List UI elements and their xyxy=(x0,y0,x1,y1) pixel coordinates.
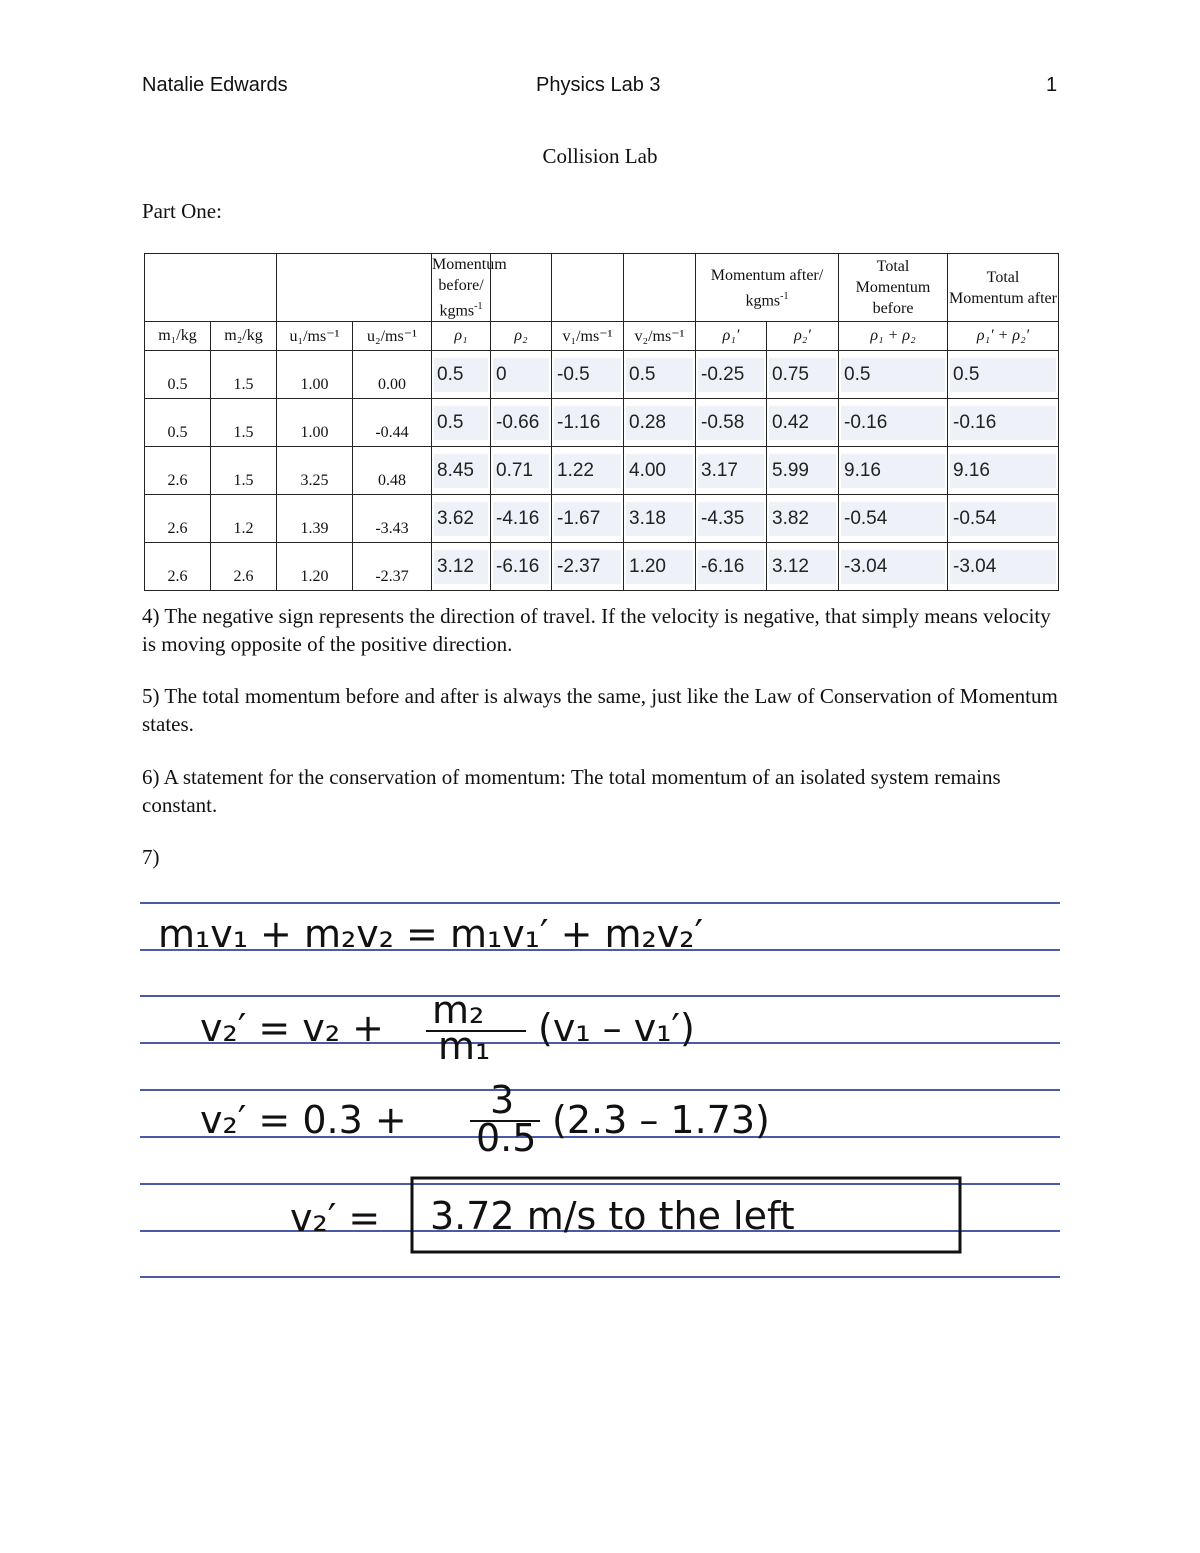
cell-p1-after xyxy=(696,351,767,399)
cell-p2 xyxy=(491,399,552,447)
cell-m1: 2.6 xyxy=(145,543,211,591)
equation-line-3-rhs: (2.3 – 1.73) xyxy=(552,1098,770,1142)
cell-total-before xyxy=(839,399,948,447)
document-title: Collision Lab xyxy=(542,144,658,168)
equation-line-3-numerator: 3 xyxy=(490,1078,515,1122)
cell-p2 xyxy=(491,447,552,495)
table-column-header-row xyxy=(145,322,1059,351)
cell-p1-after xyxy=(696,447,767,495)
col-m2: m₂/kg xyxy=(211,322,277,351)
col-v1: v₁/ms⁻¹ xyxy=(552,322,624,351)
col-u2: u₂/ms⁻¹ xyxy=(353,322,432,351)
table-row xyxy=(145,351,1059,399)
cell-u2: 0.48 xyxy=(353,447,432,495)
cell-v1 xyxy=(552,495,624,543)
cell-value: -6.16 xyxy=(698,550,764,584)
cell-u1: 1.00 xyxy=(277,399,353,447)
cell-u1: 1.20 xyxy=(277,543,353,591)
part-label: Part One: xyxy=(142,199,222,223)
cell-value: 0.5 xyxy=(434,358,488,392)
cell-total-after xyxy=(948,495,1059,543)
cell-value: -1.16 xyxy=(554,406,621,440)
cell-m2: 1.5 xyxy=(211,399,277,447)
cell-p1-after xyxy=(696,399,767,447)
equation-line-2-numerator: m₂ xyxy=(432,988,485,1032)
table-row xyxy=(145,447,1059,495)
equation-line-4-result: 3.72 m/s to the left xyxy=(430,1194,795,1238)
cell-value: 4.00 xyxy=(626,454,693,488)
equation-line-2-denominator: m₁ xyxy=(438,1024,491,1068)
cell-value: 0.5 xyxy=(626,358,693,392)
cell-total-before xyxy=(839,543,948,591)
cell-p1-after xyxy=(696,543,767,591)
cell-value: -3.04 xyxy=(950,550,1056,584)
cell-p2-after xyxy=(767,351,839,399)
col-p2-after: ρ₂′ xyxy=(767,322,839,351)
cell-value: 9.16 xyxy=(950,454,1056,488)
cell-p2 xyxy=(491,351,552,399)
cell-p2-after xyxy=(767,543,839,591)
cell-total-before xyxy=(839,351,948,399)
header-momentum-after: Momentum after/ kgms$^{-1}$ xyxy=(696,254,839,322)
table-group-header-row xyxy=(145,254,1059,322)
cell-v1 xyxy=(552,351,624,399)
cell-u2: 0.00 xyxy=(353,351,432,399)
cell-value: 3.62 xyxy=(434,502,488,536)
cell-value: -3.04 xyxy=(841,550,945,584)
col-p1-after: ρ₁′ xyxy=(696,322,767,351)
cell-value: 0.42 xyxy=(769,406,836,440)
cell-u1: 1.39 xyxy=(277,495,353,543)
cell-value: -2.37 xyxy=(554,550,621,584)
cell-m2: 1.2 xyxy=(211,495,277,543)
answer-7-label: 7) xyxy=(142,845,160,869)
header-blank xyxy=(145,254,277,322)
cell-value: 5.99 xyxy=(769,454,836,488)
handwritten-solution xyxy=(140,895,1060,1285)
equation-line-1: m₁v₁ + m₂v₂ = m₁v₁′ + m₂v₂′ xyxy=(158,912,704,956)
cell-value: -0.66 xyxy=(493,406,549,440)
cell-u2: -0.44 xyxy=(353,399,432,447)
answer-5: 5) The total momentum before and after is always the same, just like the Law of Conservation of Momentum states. xyxy=(142,684,1058,736)
cell-value: 8.45 xyxy=(434,454,488,488)
table-row xyxy=(145,543,1059,591)
cell-p1 xyxy=(432,447,491,495)
cell-p1 xyxy=(432,495,491,543)
cell-value: -0.54 xyxy=(841,502,945,536)
header-total-before: Total Momentum before xyxy=(839,254,948,322)
cell-u1: 1.00 xyxy=(277,351,353,399)
cell-u2: -3.43 xyxy=(353,495,432,543)
cell-v2 xyxy=(624,351,696,399)
answer-4: 4) The negative sign represents the direction of travel. If the velocity is negative, that simply means velocity is moving opposite of the positive direction. xyxy=(142,604,1051,656)
header-total-after: Total Momentum after xyxy=(948,254,1059,322)
cell-total-after xyxy=(948,543,1059,591)
header-blank xyxy=(552,254,624,322)
cell-value: -0.5 xyxy=(554,358,621,392)
cell-value: -0.58 xyxy=(698,406,764,440)
cell-u1: 3.25 xyxy=(277,447,353,495)
cell-v2 xyxy=(624,447,696,495)
cell-value: 3.12 xyxy=(434,550,488,584)
cell-value: 3.17 xyxy=(698,454,764,488)
cell-p2-after xyxy=(767,399,839,447)
cell-value: -0.54 xyxy=(950,502,1056,536)
cell-value: -4.35 xyxy=(698,502,764,536)
cell-m1: 2.6 xyxy=(145,447,211,495)
cell-m1: 0.5 xyxy=(145,399,211,447)
cell-value: 3.12 xyxy=(769,550,836,584)
table-row xyxy=(145,495,1059,543)
col-p2: ρ₂ xyxy=(491,322,552,351)
cell-p2-after xyxy=(767,495,839,543)
cell-m2: 2.6 xyxy=(211,543,277,591)
equation-line-3-lhs: v₂′ = 0.3 + xyxy=(200,1098,407,1142)
equation-line-3-denominator: 0.5 xyxy=(476,1116,537,1160)
cell-value: -1.67 xyxy=(554,502,621,536)
equation-line-2-lhs: v₂′ = v₂ + xyxy=(200,1006,384,1050)
header-course: Physics Lab 3 xyxy=(536,74,661,96)
cell-total-before xyxy=(839,495,948,543)
cell-value: 0.75 xyxy=(769,358,836,392)
cell-value: 3.18 xyxy=(626,502,693,536)
cell-value: 0.5 xyxy=(434,406,488,440)
equation-line-2-rhs: (v₁ – v₁′) xyxy=(538,1006,695,1050)
cell-p2-after xyxy=(767,447,839,495)
cell-value: -0.16 xyxy=(841,406,945,440)
cell-v2 xyxy=(624,495,696,543)
header-author: Natalie Edwards xyxy=(142,74,288,96)
cell-value: 1.22 xyxy=(554,454,621,488)
cell-value: -6.16 xyxy=(493,550,549,584)
col-total-before: ρ₁ + ρ₂ xyxy=(839,322,948,351)
cell-value: 9.16 xyxy=(841,454,945,488)
cell-value: -4.16 xyxy=(493,502,549,536)
cell-total-after xyxy=(948,447,1059,495)
cell-v2 xyxy=(624,399,696,447)
cell-p1 xyxy=(432,351,491,399)
cell-p1 xyxy=(432,543,491,591)
cell-value: 3.82 xyxy=(769,502,836,536)
cell-p1 xyxy=(432,399,491,447)
col-v2: v₂/ms⁻¹ xyxy=(624,322,696,351)
cell-total-after xyxy=(948,399,1059,447)
cell-value: 0 xyxy=(493,358,549,392)
cell-p2 xyxy=(491,543,552,591)
header-page-number: 1 xyxy=(1046,74,1058,96)
cell-u2: -2.37 xyxy=(353,543,432,591)
col-m1: m₁/kg xyxy=(145,322,211,351)
col-u1: u₁/ms⁻¹ xyxy=(277,322,353,351)
cell-value: 0.71 xyxy=(493,454,549,488)
cell-v2 xyxy=(624,543,696,591)
cell-value: -0.25 xyxy=(698,358,764,392)
answer-6: 6) A statement for the conservation of momentum: The total momentum of an isolated system remains constant. xyxy=(142,765,1001,817)
cell-total-after xyxy=(948,351,1059,399)
table-row xyxy=(145,399,1059,447)
cell-m1: 2.6 xyxy=(145,495,211,543)
cell-value: -0.16 xyxy=(950,406,1056,440)
cell-v1 xyxy=(552,447,624,495)
header-blank xyxy=(277,254,432,322)
cell-value: 1.20 xyxy=(626,550,693,584)
col-total-after: ρ₁′ + ρ₂′ xyxy=(948,322,1059,351)
cell-total-before xyxy=(839,447,948,495)
equation-line-4-lhs: v₂′ = xyxy=(290,1196,381,1240)
cell-v1 xyxy=(552,399,624,447)
col-p1: ρ₁ xyxy=(432,322,491,351)
cell-p2 xyxy=(491,495,552,543)
cell-v1 xyxy=(552,543,624,591)
cell-value: 0.5 xyxy=(950,358,1056,392)
header-momentum-before: Momentum before/ kgms$^{-1}$ xyxy=(432,254,491,322)
cell-m2: 1.5 xyxy=(211,351,277,399)
cell-value: 0.28 xyxy=(626,406,693,440)
cell-m1: 0.5 xyxy=(145,351,211,399)
cell-p1-after xyxy=(696,495,767,543)
cell-value: 0.5 xyxy=(841,358,945,392)
collision-data-table xyxy=(144,253,1059,591)
header-blank xyxy=(624,254,696,322)
cell-m2: 1.5 xyxy=(211,447,277,495)
